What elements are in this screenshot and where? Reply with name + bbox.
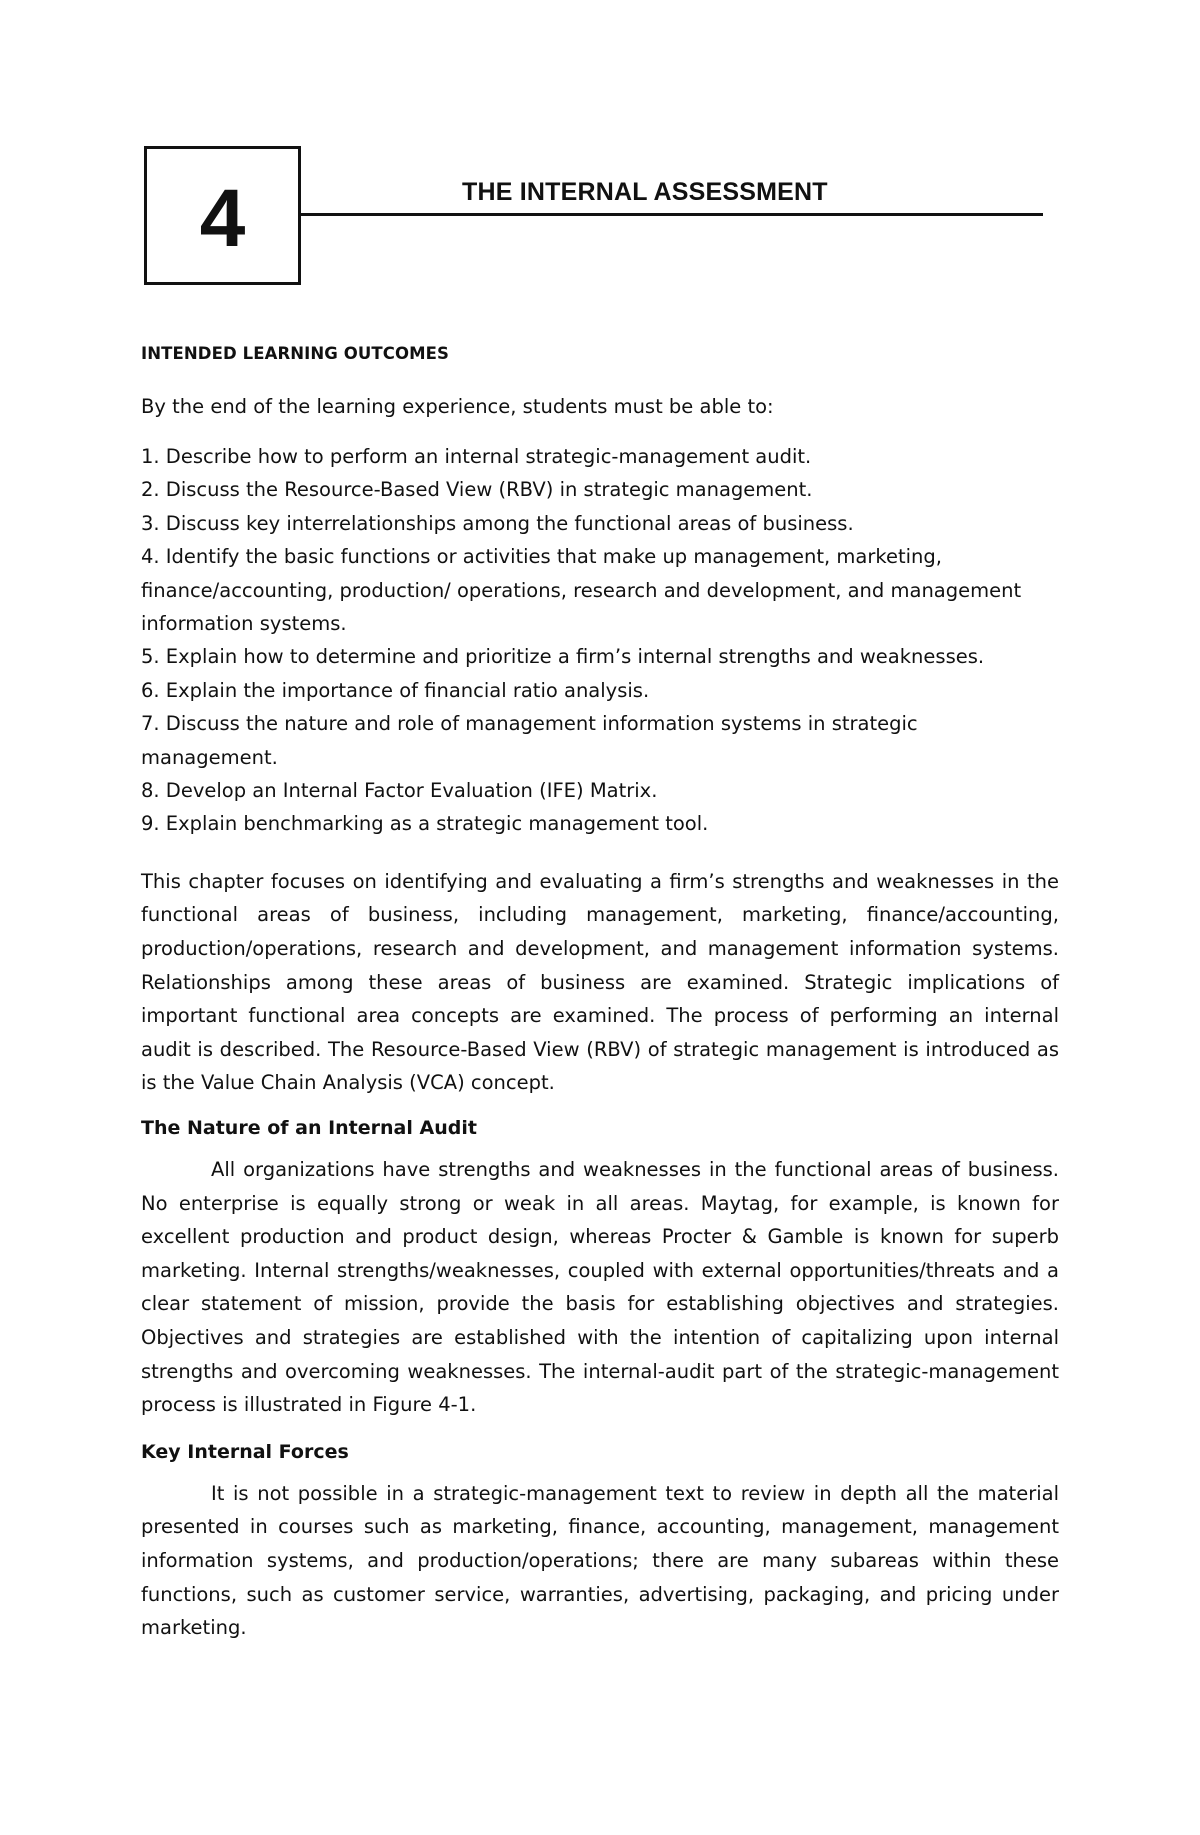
chapter-title-rule (301, 213, 1043, 216)
learning-outcomes-heading: INTENDED LEARNING OUTCOMES (141, 344, 449, 363)
learning-outcomes-list (141, 440, 1059, 841)
outcome-item: 4. Identify the basic functions or activities that make up management, marketing, finance/accounting, production/ operations, research and development, and management information systems. (141, 545, 1022, 636)
outcome-item: 7. Discuss the nature and role of management information systems in strategic management. (141, 712, 918, 769)
chapter-number: 4 (199, 172, 246, 264)
chapter-header (0, 0, 1200, 300)
learning-outcomes-intro: By the end of the learning experience, students must be able to: (141, 395, 774, 418)
chapter-intro-paragraph: This chapter focuses on identifying and evaluating a firm’s strengths and weaknesses in the functional areas of business, including management, marketing, finance/accounting, production/operations, research and development, and management information systems. Relationships among these areas of business are examined. Strategic implications of important functional area concepts are examined. The process of performing an internal audit is described. The Resource-Based View (RBV) of strategic management is introduced as is the Value Chain Analysis (VCA) concept. (141, 869, 1059, 1095)
chapter-number-box (144, 146, 301, 285)
outcome-item: 1. Describe how to perform an internal strategic-management audit. (141, 445, 812, 468)
outcome-item: 9. Explain benchmarking as a strategic management tool. (141, 812, 709, 836)
outcome-item: 8. Develop an Internal Factor Evaluation (IFE) Matrix. (141, 779, 658, 803)
section-paragraph-key-internal-forces: It is not possible in a strategic-management text to review in depth all the material presented in courses such as marketing, finance, accounting, management, management information systems, and production/operations; there are many subareas within these functions, such as customer service, warranties, advertising, packaging, and pricing under marketing. (141, 1481, 1059, 1640)
outcome-item: 3. Discuss key interrelationships among the functional areas of business. (141, 511, 854, 535)
outcome-item: 2. Discuss the Resource-Based View (RBV) in strategic management. (141, 478, 813, 502)
page-content (141, 340, 1059, 1645)
outcome-item: 5. Explain how to determine and prioritize a firm’s internal strengths and weaknesses. (141, 645, 985, 669)
chapter-title: THE INTERNAL ASSESSMENT (462, 178, 828, 206)
section-heading-key-internal-forces: Key Internal Forces (141, 1440, 349, 1463)
outcome-item: 6. Explain the importance of financial ratio analysis. (141, 678, 650, 702)
section-heading-internal-audit: The Nature of an Internal Audit (141, 1117, 477, 1140)
section-paragraph-internal-audit: All organizations have strengths and weaknesses in the functional areas of business. No enterprise is equally strong or weak in all areas. Maytag, for example, is known for excellent production and product design, whereas Procter & Gamble is known for superb marketing. Internal strengths/weaknesses, coupled with external opportunities/threats and a clear statement of mission, provide the basis for establishing objectives and strategies. Objectives and strategies are established with the intention of capitalizing upon internal strengths and overcoming weaknesses. The internal-audit part of the strategic-management process is illustrated in Figure 4-1. (141, 1158, 1059, 1417)
